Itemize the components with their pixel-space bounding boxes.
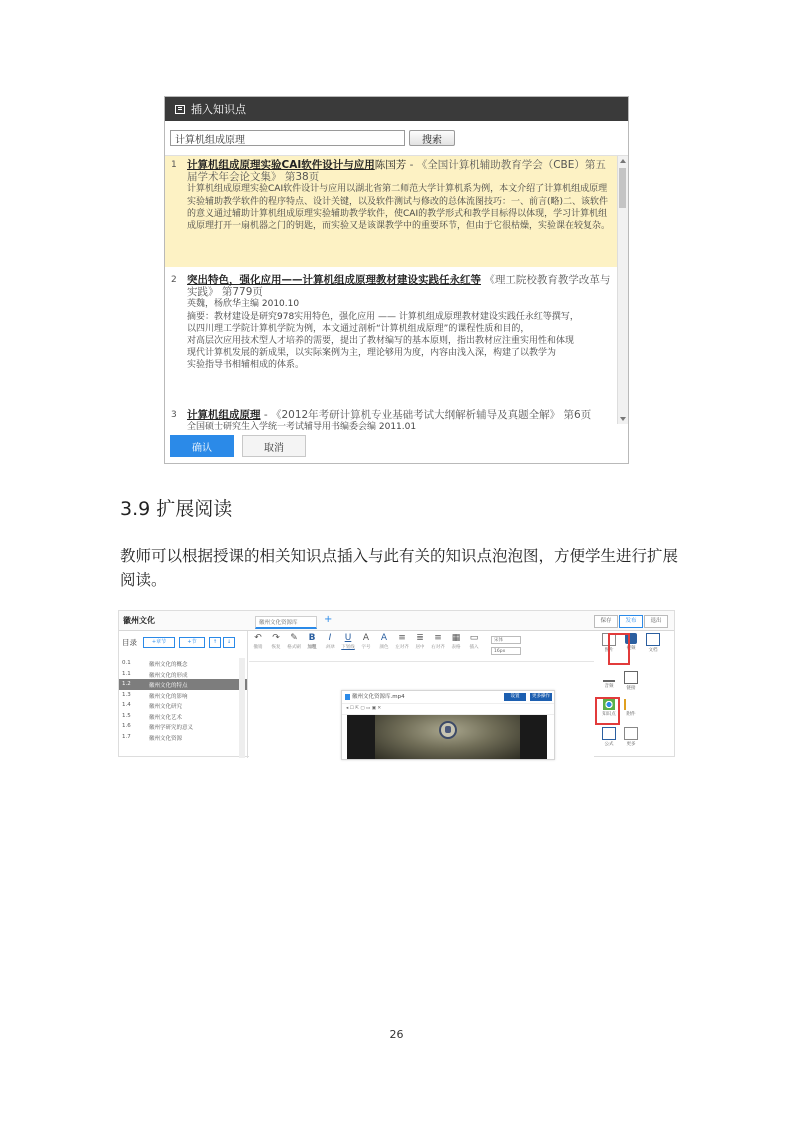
editor-brand: 徽州文化 — [123, 616, 155, 625]
result-title[interactable]: 计算机组成原理实验CAI软件设计与应用 — [187, 159, 375, 171]
editor-header — [119, 611, 674, 631]
result-authors: 任永红等 — [439, 274, 481, 286]
toc-item-active[interactable] — [119, 679, 247, 690]
result-line: 英魏，杨欣华主编 2010.10 — [187, 299, 300, 310]
dialog-icon — [175, 105, 185, 114]
toc-item[interactable] — [119, 669, 247, 680]
result-source: 《理工院校教育教学改革与实践》 第779页 — [187, 274, 611, 299]
audio-tool[interactable]: 音频 — [598, 669, 620, 689]
formula-tool[interactable]: 公式 — [598, 727, 620, 747]
underline-icon[interactable]: U 下划线 — [341, 633, 355, 650]
toc-title: 徽州文化的影响 — [149, 693, 188, 700]
search-input[interactable] — [170, 130, 405, 146]
toc-number: 1.3 — [122, 691, 131, 698]
video-card[interactable] — [341, 690, 555, 760]
publish-button[interactable]: 发布 — [619, 615, 643, 628]
scroll-down-icon[interactable] — [620, 417, 626, 421]
video-card-header — [342, 691, 554, 703]
image-tool[interactable]: 图片 — [598, 633, 620, 653]
toc-title: 徽州文化研究 — [149, 704, 183, 710]
result-authors: 陈国芳 — [374, 159, 407, 171]
toc-item[interactable] — [119, 732, 247, 743]
editor-screenshot — [118, 610, 675, 757]
editor-tab[interactable]: 徽州文化资源库 — [255, 616, 317, 629]
toc-number: 1.5 — [122, 712, 131, 719]
result-number: 1 — [171, 160, 177, 170]
editor-canvas[interactable] — [249, 662, 594, 758]
toc-item[interactable] — [119, 658, 247, 669]
page-number: 26 — [389, 1028, 404, 1041]
toc-item[interactable] — [119, 721, 247, 732]
insert-knowledge-dialog — [164, 96, 629, 464]
link-icon — [624, 671, 638, 684]
move-down-button[interactable]: ↓ — [223, 637, 235, 648]
insert-icon[interactable]: ▭ 插入 — [469, 633, 479, 650]
align-left-icon[interactable]: ≡ 左对齐 — [395, 633, 409, 650]
video-more-button[interactable]: 更多操作 — [532, 694, 550, 699]
add-chapter-button[interactable]: +章节 — [143, 637, 175, 648]
toc-title: 徽州文化艺术 — [149, 714, 183, 721]
result-line: 现代计算机发展的新成果，以实际案例为主，理论够用为度，内容由浅入深，构建了以教学为 — [187, 348, 557, 359]
toc-title: 徽州学研究的意义 — [149, 725, 194, 731]
video-settings-button[interactable]: 设置 — [504, 693, 526, 701]
move-up-button[interactable]: ↑ — [209, 637, 221, 648]
results-list — [165, 155, 628, 433]
color-icon[interactable]: A 颜色 — [379, 633, 389, 650]
result-line: 实验指导书相辅相成的体系。 — [187, 360, 305, 371]
search-row — [170, 130, 455, 146]
redo-icon[interactable]: ↷ 恢复 — [271, 633, 281, 650]
result-number: 3 — [171, 410, 177, 420]
result-title[interactable]: 计算机组成原理 — [187, 409, 261, 421]
size-select[interactable]: 16px — [491, 647, 521, 655]
font-select[interactable]: 宋体 — [491, 636, 521, 644]
formula-icon — [602, 727, 616, 740]
video-preview[interactable] — [347, 715, 547, 759]
document-icon — [646, 633, 660, 646]
section-heading: 3.9 扩展阅读 — [120, 498, 233, 520]
exit-button[interactable]: 退出 — [644, 615, 668, 628]
result-abstract: 计算机组成原理实验CAI软件设计与应用以湖北省第二师范大学计算机系为例，本文介绍了计算机组成原理实验辅助教学软件的程序特点、设计关键，以及软件测试与修改的总体流图技巧：一、前言(略)二、该软件的意义通过辅助计算机组成原理实验辅助教学软件，使CAI的教学形式和教学目标得以体现，学习计算机组成原理打开一扇机器之门的钥匙，而实验又是该课教学中的重要环节，但由于它很枯燥，实验课在较复杂。 — [187, 184, 611, 232]
editor-toolbar — [249, 631, 594, 662]
link-tool[interactable]: 链接 — [620, 671, 642, 691]
toc-number: 0.1 — [122, 660, 131, 666]
toc-title: 徽州文化的概念 — [149, 662, 188, 668]
video-filename: 徽州文化资源库.mp4 — [352, 694, 405, 700]
list-item[interactable] — [165, 156, 628, 267]
format-painter-icon[interactable]: ✎ 格式刷 — [287, 633, 301, 650]
result-number: 2 — [171, 275, 177, 285]
undo-icon[interactable]: ↶ 撤销 — [253, 633, 263, 650]
toc-number: 1.4 — [122, 702, 131, 708]
more-tool[interactable]: 更多 — [620, 727, 642, 747]
audio-icon — [603, 669, 615, 682]
confirm-button[interactable]: 确认 — [170, 435, 234, 457]
toc-number: 1.2 — [122, 681, 131, 687]
attachment-icon — [624, 699, 638, 710]
table-icon[interactable]: ▦ 表格 — [451, 633, 461, 650]
toc-list — [119, 658, 247, 742]
toc-number: 1.7 — [122, 733, 131, 740]
dialog-title-bar — [165, 97, 628, 121]
toc-number: 1.6 — [122, 723, 131, 729]
video-tool[interactable]: 视频 — [620, 633, 642, 651]
results-scrollbar[interactable] — [617, 156, 628, 424]
dialog-title: 插入知识点 — [191, 103, 246, 116]
section-body: 教师可以根据授课的相关知识点插入与此有关的知识点泡泡图，方便学生进行扩展阅读。 — [120, 547, 679, 589]
cancel-button[interactable]: 取消 — [242, 435, 306, 457]
toc-item[interactable] — [119, 711, 247, 722]
result-line: 全国硕士研究生入学统一考试辅导用书编委会编 2011.01 — [187, 422, 417, 433]
editor-right-panel — [595, 631, 675, 758]
add-section-button[interactable]: +节 — [179, 637, 205, 648]
highlight-box — [595, 697, 620, 725]
result-source: - 《2012年考研计算机专业基础考试大纲解析辅导及真题全解》 第6页 — [260, 409, 592, 421]
file-icon — [345, 694, 350, 700]
result-line: 对高层次应用技术型人才培养的需要，提出了教材编写的基本原则，指出教材应注重实用性和体现 — [187, 336, 575, 347]
italic-icon[interactable]: I 斜体 — [325, 633, 335, 650]
toc-title: 徽州文化的形成 — [149, 672, 188, 679]
attachment-tool[interactable]: 附件 — [620, 699, 642, 717]
knowledge-point-tool[interactable]: 知识点 — [598, 699, 620, 717]
video-toolbar[interactable]: ◂ ☐ ⇱ ▢ ▭ ▣ ✕ — [342, 703, 554, 715]
toc-label: 目录 — [122, 638, 137, 647]
result-line: 以四川理工学院计算机学院为例，本文通过剖析“计算机组成原理”的课程性质和目的， — [187, 323, 530, 334]
seal-emblem-icon — [439, 721, 457, 739]
bold-icon[interactable]: B 加粗 — [307, 633, 317, 650]
search-button[interactable]: 搜索 — [409, 130, 455, 146]
save-button[interactable]: 保存 — [594, 615, 618, 628]
doc-tool[interactable]: 文档 — [642, 633, 664, 653]
add-tab-icon[interactable]: + — [324, 614, 333, 625]
result-line: 摘要：教材建设是研究978实用特色，强化应用 —— 计算机组成原理教材建设实践任永红等撰写， — [187, 311, 579, 322]
toc-item[interactable] — [119, 690, 247, 701]
result-source: - 《全国计算机辅助教育学会（CBE）第五届学术年会论文集》 第38页 — [187, 159, 606, 184]
toc-scrollbar[interactable] — [239, 658, 245, 758]
toc-number: 1.1 — [122, 670, 131, 677]
align-center-icon[interactable]: ≣ 居中 — [415, 633, 425, 650]
toc-title: 徽州文化资源 — [149, 735, 183, 742]
more-icon — [624, 727, 638, 740]
editor-sidebar — [119, 631, 248, 758]
scroll-up-icon[interactable] — [620, 159, 626, 163]
list-item[interactable] — [165, 271, 628, 404]
align-right-icon[interactable]: ≡ 右对齐 — [431, 633, 445, 650]
toc-item[interactable] — [119, 700, 247, 711]
dialog-footer — [170, 435, 306, 457]
toc-title: 徽州文化的特点 — [149, 683, 188, 689]
highlight-box — [608, 633, 630, 665]
font-size-icon[interactable]: A 字号 — [361, 633, 371, 650]
scroll-thumb[interactable] — [619, 168, 626, 208]
result-title[interactable]: 突出特色，强化应用——计算机组成原理教材建设实践 — [187, 274, 439, 286]
